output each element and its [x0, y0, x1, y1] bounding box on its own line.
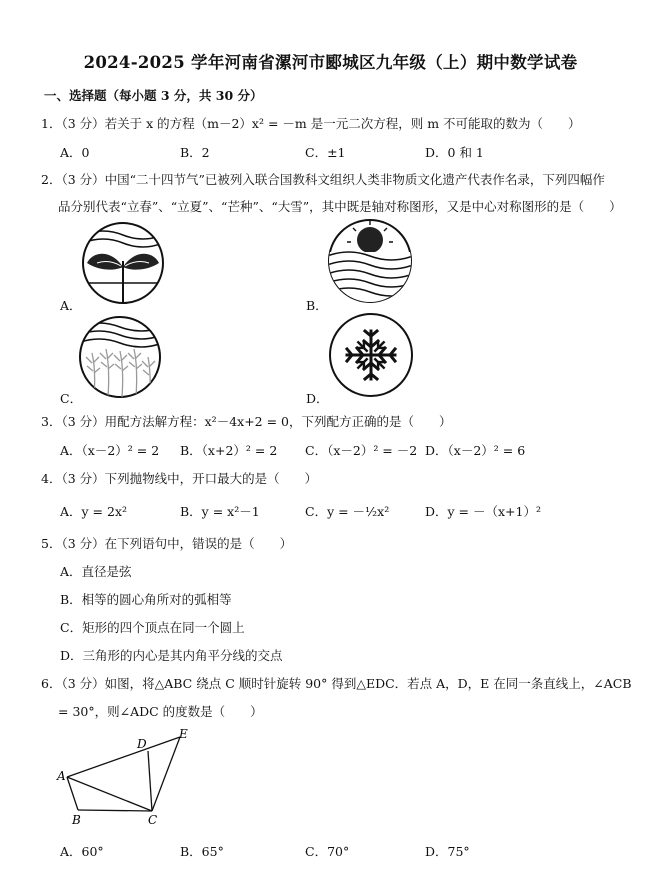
section-heading: 一、选择题（每小题 3 分，共 30 分）: [44, 88, 263, 103]
page-title: 2024-2025 学年河南省漯河市郾城区九年级（上）期中数学试卷: [83, 53, 578, 72]
q5-option-d: D．三角形的内心是其内角平分线的交点: [60, 648, 283, 663]
q6-geometry-figure: [52, 726, 202, 830]
question-2-stem-line2: 品分别代表“立春”、“立夏”、“芒种”、“大雪”，其中既是轴对称图形，又是中心对称图形的是（ ）: [58, 199, 622, 214]
q1-option-a: A．0: [60, 145, 90, 160]
q2-label-c: C．: [60, 391, 83, 406]
q1-option-b: B．2: [180, 145, 210, 160]
question-5-stem: 5．（3 分）在下列语句中，错误的是（ ）: [41, 536, 293, 551]
q2-label-b: B．: [306, 298, 328, 313]
point-label-d: D: [137, 737, 147, 751]
q4-option-b: B．y = x²－1: [180, 504, 260, 519]
q4-option-a: A．y = 2x²: [60, 504, 128, 519]
q3-option-b: B．（x+2）² = 2: [180, 443, 278, 458]
q2-image-c-grain-ears: [78, 315, 162, 399]
question-6-stem-line1: 6．（3 分）如图，将△ABC 绕点 C 顺时针旋转 90° 得到△EDC．若点 A，D，E 在同一条直线上，∠ACB: [41, 676, 632, 691]
q2-image-b-summer-sun: [327, 218, 413, 304]
q2-image-d-snowflake: [328, 312, 414, 398]
point-label-e: E: [179, 727, 188, 741]
q1-option-d: D．0 和 1: [425, 145, 484, 160]
q5-option-c: C．矩形的四个顶点在同一个圆上: [60, 620, 245, 635]
question-2-stem-line1: 2．（3 分）中国“二十四节气”已被列入联合国教科文组织人类非物质文化遗产代表作名录，下列四幅作: [41, 172, 605, 187]
q6-option-a: A．60°: [60, 844, 104, 859]
q5-option-a: A．直径是弦: [60, 564, 132, 579]
point-label-c: C: [148, 813, 158, 827]
q1-option-c: C．±1: [305, 145, 346, 160]
point-label-b: B: [72, 813, 81, 827]
q6-option-c: C．70°: [305, 844, 350, 859]
q6-option-b: B．65°: [180, 844, 224, 859]
q3-option-d: D．（x－2）² = 6: [425, 443, 526, 458]
q2-image-a-spring-sprout: [81, 221, 165, 305]
question-4-stem: 4．（3 分）下列抛物线中，开口最大的是（ ）: [41, 471, 318, 486]
q5-option-b: B．相等的圆心角所对的弧相等: [60, 592, 232, 607]
q3-option-c: C．（x－2）² = －2: [305, 443, 418, 458]
question-6-stem-line2: = 30°，则∠ADC 的度数是（ ）: [58, 704, 263, 719]
q3-option-a: A．（x－2）² = 2: [60, 443, 160, 458]
q2-label-d: D．: [306, 391, 329, 406]
q4-option-d: D．y = －（x+1）²: [425, 504, 541, 519]
q4-option-c: C．y = －½x²: [305, 504, 390, 519]
q6-option-d: D．75°: [425, 844, 470, 859]
question-1-stem: 1．（3 分）若关于 x 的方程（m－2）x² = －m 是一元二次方程，则 m 不可能取的数为（ ）: [41, 116, 581, 131]
point-label-a: A: [57, 769, 66, 783]
question-3-stem: 3．（3 分）用配方法解方程：x²－4x+2 = 0，下列配方正确的是（ ）: [41, 414, 452, 429]
q2-label-a: A．: [60, 298, 82, 313]
